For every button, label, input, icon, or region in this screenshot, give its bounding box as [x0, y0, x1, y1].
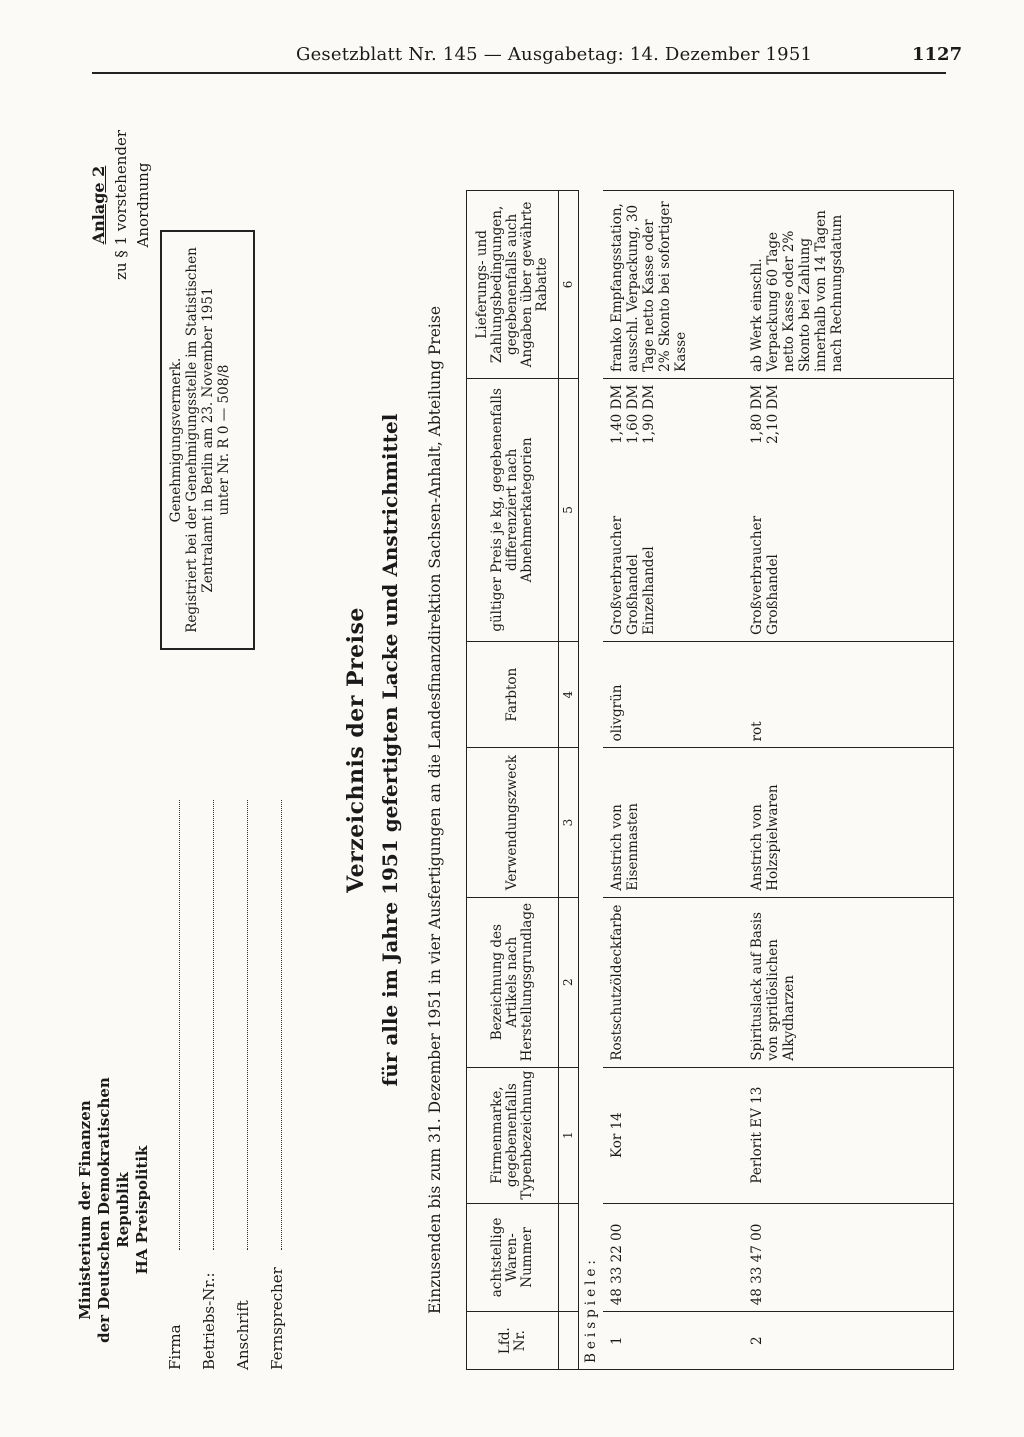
col-header-firmenmarke: Firmenmarke, gegebenenfalls Typenbezeichnung [467, 1067, 559, 1203]
price-category: Einzelhandel [641, 546, 657, 635]
col-number: 2 [559, 897, 579, 1067]
col-number-empty-1 [559, 1312, 579, 1370]
form-anschrift [234, 790, 252, 1370]
price-category: Großhandel [625, 554, 641, 635]
col-header-preis: gültiger Preis je kg, gegebenenfalls differenziert nach Abnehmerkategorien [467, 378, 559, 641]
col-header-bezeichnung: Bezeichnung des Artikels nach Herstellungsgrundlage [467, 897, 559, 1067]
price-line [625, 385, 641, 635]
cell-farbton: olivgrün [603, 641, 743, 748]
col-number: 4 [559, 641, 579, 748]
cell-empty [883, 1312, 953, 1370]
stamp-line-2: Registriert bei der Genehmigungsstelle im Statistischen Zentralamt in Berlin am 23. November 1951 [184, 247, 216, 633]
price-value: 1,80 DM [749, 384, 765, 444]
cell-empty [883, 191, 953, 379]
section-label: Beispiele: [579, 191, 604, 1370]
col-number-empty-2 [559, 1203, 579, 1312]
cell-bedingungen: franko Empfangsstation, ausschl. Verpackung, 30 Tage netto Kasse oder 2% Skonto bei sofortiger Kasse [603, 191, 743, 379]
table-row-empty [883, 191, 953, 1370]
ministry-block [76, 1050, 152, 1370]
cell-bedingungen: ab Werk einschl. Verpackung 60 Tage netto Kasse oder 2% Skonto bei Zahlung innerhalb von 14 Tagen nach Rechnungsdatum [743, 191, 883, 379]
cell-empty [883, 748, 953, 897]
col-header-verwendung: Verwendungszweck [467, 748, 559, 897]
form-fernsprecher [268, 790, 286, 1370]
approval-stamp [160, 230, 255, 650]
anschrift-label: Anschrift [234, 1300, 252, 1370]
firma-label: Firma [166, 1324, 184, 1370]
cell-firmenmarke: Perlorit EV 13 [743, 1067, 883, 1203]
header-rule [92, 72, 946, 74]
page-header [0, 0, 1024, 80]
rotated-form [48, 90, 958, 1410]
price-value: 2,10 DM [765, 384, 781, 444]
form-betriebsnr [200, 790, 218, 1370]
table-row [743, 191, 883, 1370]
cell-empty [883, 897, 953, 1067]
cell-farbton: rot [743, 641, 883, 748]
cell-waren-nummer: 48 33 47 00 [743, 1203, 883, 1312]
column-number-row [559, 191, 579, 1370]
gazette-title: Gesetzblatt Nr. 145 — Ausgabetag: 14. Dezember 1951 [296, 44, 813, 65]
form-firma [166, 790, 184, 1370]
anlage-block [88, 90, 154, 320]
cell-bezeichnung: Rostschutzöldeckfarbe [603, 897, 743, 1067]
document-title: Verzeichnis der Preise [343, 607, 369, 893]
col-number: 1 [559, 1067, 579, 1203]
price-line [641, 385, 657, 635]
cell-verwendung: Anstrich von Holzspielwaren [743, 748, 883, 897]
cell-firmenmarke: Kor 14 [603, 1067, 743, 1203]
cell-waren-nummer: 48 33 22 00 [603, 1203, 743, 1312]
price-line [609, 385, 625, 635]
cell-empty [883, 641, 953, 748]
cell-nr: 2 [743, 1312, 883, 1370]
cell-preise [743, 378, 883, 641]
col-number: 6 [559, 191, 579, 379]
price-value: 1,40 DM [609, 384, 625, 444]
cell-nr: 1 [603, 1312, 743, 1370]
document-subtitle: für alle im Jahre 1951 gefertigten Lacke und Anstrichmittel [378, 413, 402, 1087]
price-value: 1,90 DM [641, 384, 657, 444]
cell-empty [883, 378, 953, 641]
ministry-line-2: der Deutschen Demokratischen Republik [95, 1077, 132, 1343]
col-header-farbton: Farbton [467, 641, 559, 748]
page-number: 1127 [912, 44, 963, 65]
price-line [765, 385, 781, 635]
fernsprecher-field[interactable] [270, 800, 282, 1250]
cell-empty [883, 1203, 953, 1312]
anschrift-field[interactable] [236, 800, 248, 1250]
submission-instruction: Einzusenden bis zum 31. Dezember 1951 in vier Ausfertigungen an die Landesfinanzdirektion Sachsen-Anhalt, Abteilung Preise [426, 305, 444, 1315]
anlage-subtitle: zu § 1 vorstehender Anordnung [112, 129, 152, 281]
cell-empty [883, 1067, 953, 1203]
cell-bezeichnung: Spirituslack auf Basis von spritlöslichen Alkydharzen [743, 897, 883, 1067]
col-number: 3 [559, 748, 579, 897]
col-header-waren-nummer: achtstellige Waren-Nummer [467, 1203, 559, 1312]
table-header-row [467, 191, 559, 1370]
section-row [579, 191, 604, 1370]
table-row [603, 191, 743, 1370]
price-category: Großverbraucher [749, 515, 765, 635]
price-line [749, 385, 765, 635]
ministry-line-1: Ministerium der Finanzen [76, 1100, 94, 1320]
price-category: Großverbraucher [609, 515, 625, 635]
anlage-title: Anlage 2 [89, 165, 108, 245]
cell-preise [603, 378, 743, 641]
cell-verwendung: Anstrich von Eisenmasten [603, 748, 743, 897]
stamp-line-1: Genehmigungsvermerk. [168, 357, 184, 523]
col-header-bedingungen: Lieferungs- und Zahlungsbedingungen, gegebenenfalls auch Angaben über gewährte Rabatte [467, 191, 559, 379]
betriebsnr-label: Betriebs-Nr.: [200, 1272, 218, 1370]
col-header-lfd-nr: Lfd. Nr. [467, 1312, 559, 1370]
ministry-line-3: HA Preispolitik [133, 1145, 151, 1275]
betriebsnr-field[interactable] [202, 800, 214, 1250]
fernsprecher-label: Fernsprecher [268, 1267, 286, 1370]
price-category: Großhandel [765, 554, 781, 635]
price-table [466, 190, 954, 1370]
price-value: 1,60 DM [625, 384, 641, 444]
stamp-line-3: unter Nr. R 0 — 508/8 [216, 364, 232, 516]
firma-field[interactable] [168, 800, 180, 1250]
col-number: 5 [559, 378, 579, 641]
